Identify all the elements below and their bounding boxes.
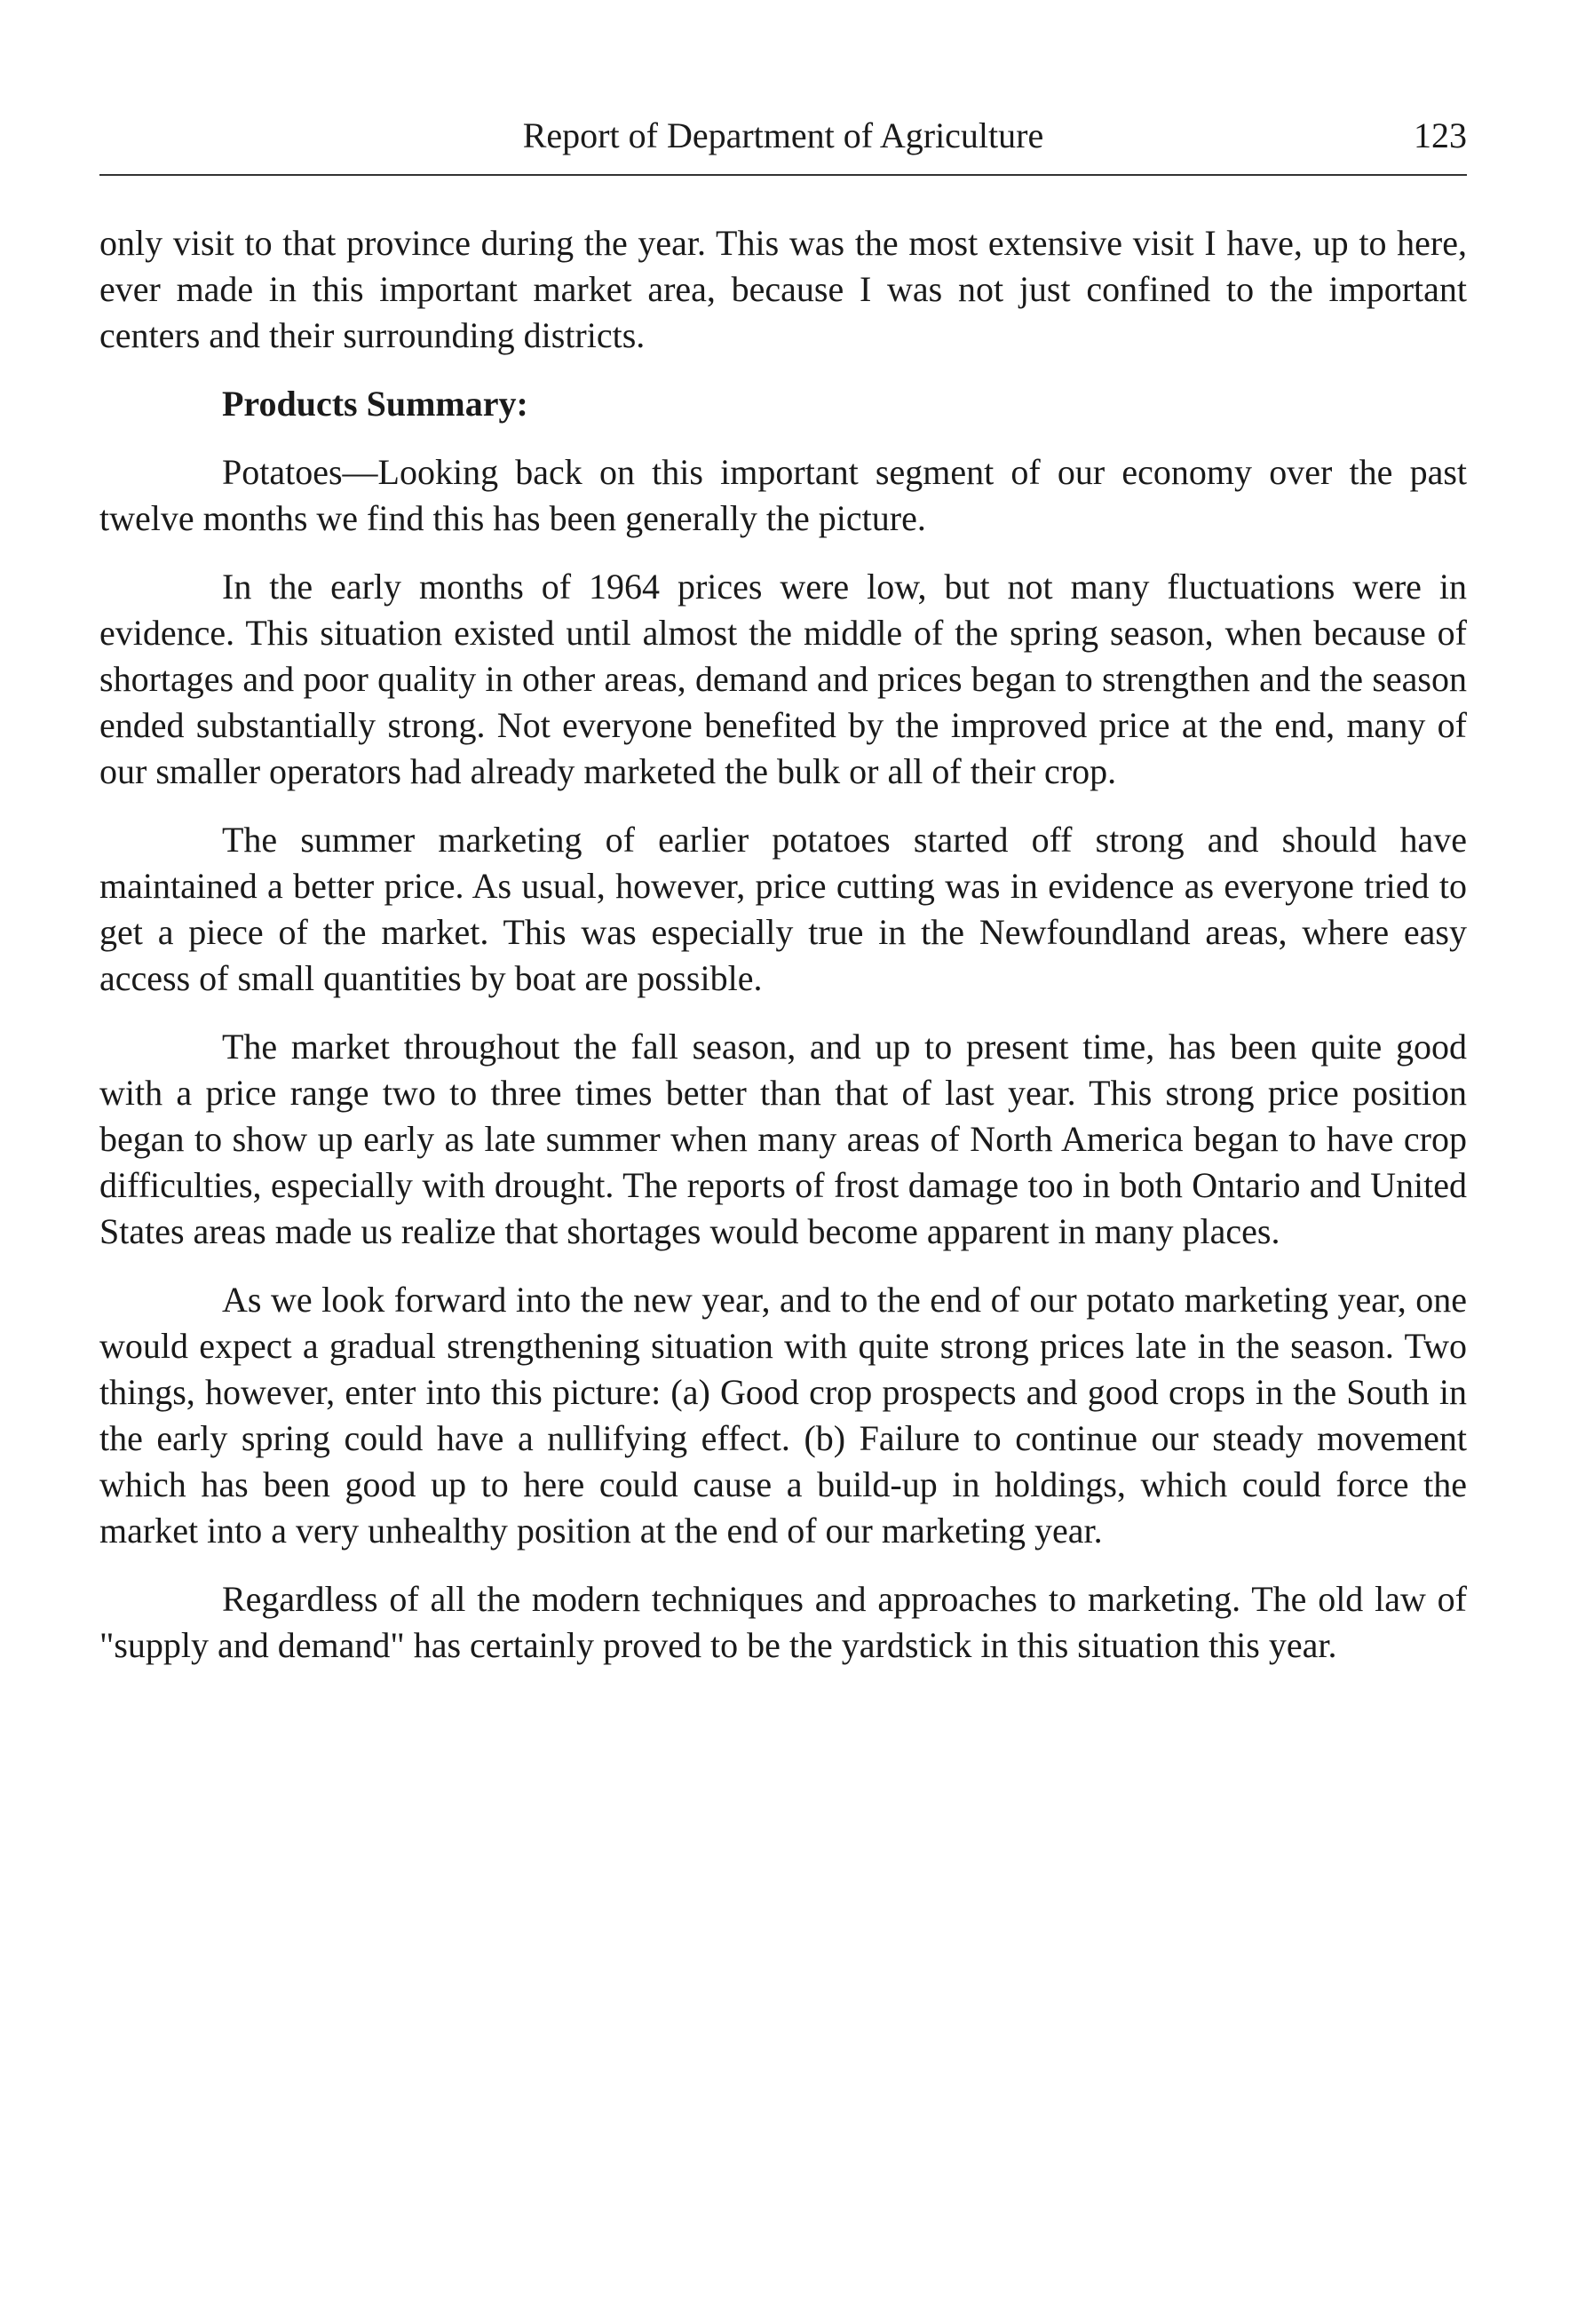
paragraph-supply-demand: Regardless of all the modern techniques and approaches to marketing. The old law of "supply and demand" has certainly proved to be the yardstick in this situation this year. [99, 1579, 1467, 1665]
page-number: 123 [1414, 115, 1467, 155]
section-heading: Products Summary: [222, 384, 528, 424]
paragraph-summer-marketing: The summer marketing of earlier potatoes started off strong and should have maintained a better price. As usual, however, price cutting was in evidence as everyone tried to get a piece of the market. This was especially true in the Newfoundland areas, where easy access of small quantities by boat are possible. [99, 820, 1467, 998]
paragraph-fall-season: The market throughout the fall season, and up to present time, has been quite good with a price range two to three times better than that of last year. This strong price position began to show up early as late summer when many areas of North America began to have crop difficulties, especially with drought. The reports of frost damage too in both Ontario and United States areas made us realize that shortages would become apparent in many places. [99, 1027, 1467, 1251]
paragraph-continuation: only visit to that province during the year. This was the most extensive visit I have, up to here, ever made in this important market area, because I was not just confined to the important centers and their surrounding districts. [99, 223, 1467, 355]
paragraph-early-months: In the early months of 1964 prices were low, but not many fluctuations were in evidence. This situation existed until almost the middle of the spring season, when because of shortages and poor quality in other areas, demand and prices began to strengthen and the season ended substantially strong. Not everyone benefited by the improved price at the end, many of our smaller operators had already marketed the bulk or all of their crop. [99, 567, 1467, 791]
running-title: Report of Department of Agriculture [522, 115, 1044, 155]
running-header [99, 114, 1467, 158]
header-rule [99, 174, 1467, 176]
body-text [99, 220, 1467, 1669]
document-page [99, 0, 1467, 2324]
paragraph-new-year-outlook: As we look forward into the new year, and to the end of our potato marketing year, one would expect a gradual strengthening situation with quite strong prices late in the season. Two things, however, enter into this picture: (a) Good crop prospects and good crops in the South in the early spring could have a nullifying effect. (b) Failure to continue our steady movement which has been good up to here could cause a build-up in holdings, which could force the market into a very unhealthy position at the end of our marketing year. [99, 1280, 1467, 1551]
paragraph-potatoes-intro: Potatoes—Looking back on this important segment of our economy over the past twelve months we find this has been generally the picture. [99, 452, 1467, 538]
